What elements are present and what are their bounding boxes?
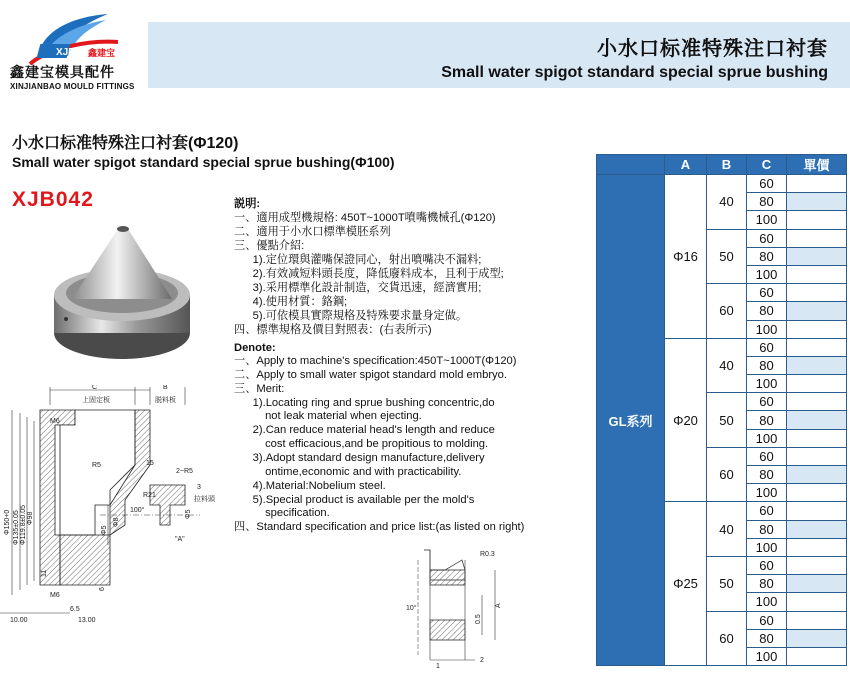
cell-price <box>787 320 847 338</box>
desc-cn-line: 2).有效减短料頭長度，降低廢料成本，且利于成型; <box>234 268 504 280</box>
cell-price <box>787 375 847 393</box>
cell-price <box>787 502 847 520</box>
label-dim-a: A <box>495 603 502 608</box>
desc-en-line: cost efficacious,and be propitious to molding. <box>234 438 489 450</box>
cell-b: 60 <box>707 447 747 502</box>
label-r0-3: R0.3 <box>480 551 495 558</box>
cell-c: 100 <box>747 484 787 502</box>
desc-cn-line: 二、適用于小水口標準模胚系列 <box>234 226 391 238</box>
brand-name-cn: 鑫建宝模具配件 <box>10 64 115 80</box>
header-blank <box>597 155 665 175</box>
label-upper-plate: 上固定板 <box>82 397 110 404</box>
label-phi119: Φ119.8±0.05 <box>20 504 27 545</box>
product-title-cn: 小水口标准特殊注口衬套(Φ120) <box>12 135 239 152</box>
table-header-row <box>597 155 847 175</box>
cell-price <box>787 175 847 193</box>
label-6: 6 <box>99 587 106 591</box>
logo-mark <box>8 8 148 70</box>
cell-c: 80 <box>747 629 787 647</box>
cell-c: 60 <box>747 393 787 411</box>
detail-drawing <box>400 540 520 670</box>
label-a-view: "A" <box>175 536 185 543</box>
desc-en-line: ontime,economic and with practicability. <box>234 466 462 478</box>
desc-en-line: 5).Special product is available per the mold's <box>234 494 475 506</box>
desc-cn-line: 1).定位環與灌嘴保證同心，射出噴嘴决不漏料; <box>234 254 482 266</box>
cell-a: Φ25 <box>665 502 707 666</box>
cell-c: 100 <box>747 375 787 393</box>
cell-price <box>787 429 847 447</box>
cell-price <box>787 229 847 247</box>
cell-price <box>787 593 847 611</box>
cell-price <box>787 356 847 374</box>
desc-cn-line: 一、適用成型機規格: 450T~1000T噴嘴機械孔(Φ120) <box>234 212 496 224</box>
table-body <box>597 175 847 666</box>
cell-c: 80 <box>747 411 787 429</box>
cell-price <box>787 247 847 265</box>
label-1: 1 <box>436 663 440 670</box>
cell-b: 50 <box>707 556 747 611</box>
label-11: 11 <box>41 569 48 577</box>
desc-en-line: 1).Locating ring and sprue bushing concentric,do <box>234 397 495 409</box>
cell-price <box>787 411 847 429</box>
cell-a: Φ16 <box>665 175 707 339</box>
cell-c: 100 <box>747 211 787 229</box>
cell-price <box>787 338 847 356</box>
desc-en-line: 一、Apply to machine's specification:450T~1000T(Φ120) <box>234 355 517 367</box>
section-drawing <box>0 385 232 630</box>
logo-text: XJB <box>56 47 76 58</box>
desc-en-heading: Denote: <box>234 342 276 354</box>
label-phi135: Φ135±0.05 <box>13 510 20 545</box>
label-r21: R21 <box>143 492 156 499</box>
title-banner <box>148 22 850 88</box>
cell-c: 60 <box>747 338 787 356</box>
dim-b: B <box>163 385 168 391</box>
label-pull-bolt: 拉料頭 <box>194 496 215 503</box>
desc-cn-line: 四、標準規格及價目對照表：(右表所示) <box>234 324 432 336</box>
series-cell: GL系列 <box>597 175 665 666</box>
desc-en-line: not leak material when ejecting. <box>234 410 422 422</box>
desc-cn-line: 3).采用標準化設計制造，交貨迅速，經濟實用; <box>234 282 482 294</box>
price-table <box>596 154 847 666</box>
label-3: 3 <box>197 484 201 491</box>
header-a: A <box>665 155 707 175</box>
brand-name-en: XINJIANBAO MOULD FITTINGS <box>10 82 135 91</box>
desc-cn-line: 三、優點介紹: <box>234 240 305 252</box>
table-row <box>597 175 847 193</box>
header-c: C <box>747 155 787 175</box>
label-2: 2 <box>480 657 484 664</box>
cell-c: 80 <box>747 247 787 265</box>
label-10-deg: 10° <box>406 605 417 612</box>
cell-b: 60 <box>707 611 747 666</box>
desc-en-line: 三、Merit: <box>234 383 285 395</box>
product-photo <box>48 215 198 365</box>
cell-c: 80 <box>747 520 787 538</box>
cell-c: 100 <box>747 265 787 283</box>
cell-price <box>787 284 847 302</box>
cell-c: 60 <box>747 556 787 574</box>
label-phi5b: Φ5 <box>185 509 192 519</box>
cell-b: 40 <box>707 175 747 230</box>
cell-c: 60 <box>747 447 787 465</box>
header-b: B <box>707 155 747 175</box>
label-15: 15 <box>146 460 154 467</box>
cell-c: 80 <box>747 466 787 484</box>
cell-c: 80 <box>747 193 787 211</box>
desc-cn-line: 4).使用材質：鉻鋼; <box>234 296 348 308</box>
product-title-en: Small water spigot standard special sprue bushing(Φ100) <box>12 154 395 170</box>
label-r5: R5 <box>92 462 101 469</box>
cell-c: 100 <box>747 429 787 447</box>
cell-c: 60 <box>747 502 787 520</box>
label-phi150: Φ150+0 <box>4 509 11 535</box>
cell-c: 60 <box>747 229 787 247</box>
desc-en-line: 四、Standard specification and price list:(as listed on right) <box>234 521 525 533</box>
cell-b: 50 <box>707 393 747 448</box>
product-code: XJB042 <box>12 188 94 211</box>
cell-price <box>787 575 847 593</box>
desc-en-line: 二、Apply to small water spigot standard mold embryo. <box>234 369 507 381</box>
cell-a: Φ20 <box>665 338 707 502</box>
cell-c: 60 <box>747 284 787 302</box>
label-phi8: Φ8 <box>113 517 120 527</box>
label-0-5: 0.5 <box>475 614 482 624</box>
cell-b: 50 <box>707 229 747 284</box>
cell-c: 100 <box>747 647 787 665</box>
cell-price <box>787 302 847 320</box>
cell-c: 60 <box>747 611 787 629</box>
desc-en-line: 2).Can reduce material head's length and reduce <box>234 424 495 436</box>
cell-price <box>787 211 847 229</box>
label-m6: M6 <box>50 418 60 425</box>
cell-price <box>787 611 847 629</box>
desc-en-line: specification. <box>234 507 330 519</box>
cell-b: 40 <box>707 338 747 393</box>
label-2r5: 2~R5 <box>176 468 193 475</box>
banner-title-cn: 小水口标准特殊注口衬套 <box>597 38 828 60</box>
cell-c: 100 <box>747 538 787 556</box>
label-6-5: 6.5 <box>70 606 80 613</box>
label-m6-bottom: M6 <box>50 592 60 599</box>
cell-price <box>787 629 847 647</box>
label-100-deg: 100° <box>130 507 145 514</box>
cell-price <box>787 538 847 556</box>
label-phi98: Φ98 <box>27 511 34 525</box>
desc-en-line: 4).Material:Nobelium steel. <box>234 480 386 492</box>
cell-price <box>787 193 847 211</box>
cell-b: 40 <box>707 502 747 557</box>
logo-sub: 鑫建宝 <box>88 49 116 59</box>
cell-b: 60 <box>707 284 747 339</box>
dim-c: C <box>92 385 98 391</box>
cell-price <box>787 520 847 538</box>
cell-price <box>787 484 847 502</box>
cell-c: 60 <box>747 175 787 193</box>
cell-price <box>787 647 847 665</box>
label-13-00: 13.00 <box>78 617 96 624</box>
cell-c: 80 <box>747 575 787 593</box>
label-phi5a: Φ5 <box>101 525 108 535</box>
desc-en-line: 3).Adopt standard design manufacture,delivery <box>234 452 485 464</box>
cell-price <box>787 466 847 484</box>
cell-c: 100 <box>747 320 787 338</box>
cell-price <box>787 447 847 465</box>
desc-cn-heading: 説明: <box>234 198 261 210</box>
cell-c: 80 <box>747 356 787 374</box>
label-runner-plate: 脱料板 <box>155 397 176 404</box>
cell-c: 100 <box>747 593 787 611</box>
desc-cn-line: 5).可依模具實際規格及特殊要求量身定做。 <box>234 310 468 322</box>
cell-price <box>787 556 847 574</box>
cell-price <box>787 393 847 411</box>
cell-c: 80 <box>747 302 787 320</box>
label-10-00: 10.00 <box>10 617 28 624</box>
cell-price <box>787 265 847 283</box>
banner-title-en: Small water spigot standard special sprue bushing <box>441 64 828 81</box>
header-price: 單價 <box>787 155 847 175</box>
